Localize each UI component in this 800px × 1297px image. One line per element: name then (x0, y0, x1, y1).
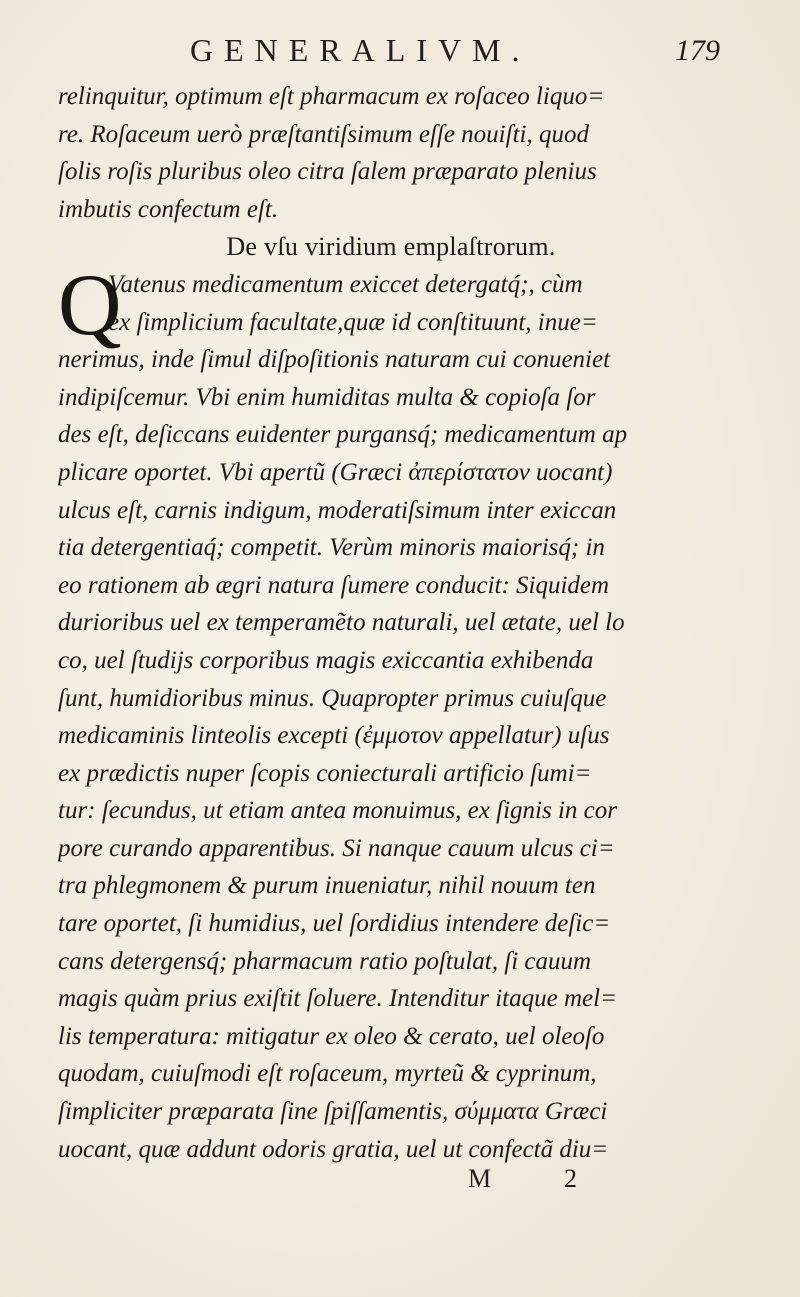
text-line: magis quàm prius exiſtit ſoluere. Intenditur itaque mel= (58, 985, 617, 1013)
text-line: durioribus uel ex temperamẽto naturali, uel ætate, uel lo (58, 609, 625, 637)
text-line: cans detergensq́; pharmacum ratio poſtulat, ſi cauum (58, 947, 592, 975)
text-line: lis temperatura: mitigatur ex oleo & cerato, uel oleoſo (58, 1022, 605, 1050)
text-line: ſunt, humidioribus minus. Quapropter primus cuiuſque (58, 684, 607, 712)
text-line: ex ſimplicium facultate,quæ id conſtituunt, inue= (108, 308, 598, 336)
text-line: uocant, quæ addunt odoris gratia, uel ut confectã diu= (58, 1135, 609, 1163)
text-line: ſolis roſis pluribus oleo citra ſalem præparato plenius (58, 158, 597, 186)
section-heading: De vſu viridium emplaſtrorum. (226, 232, 556, 262)
text-line: imbutis confectum eſt. (58, 195, 279, 223)
text-line: nerimus, inde ſimul diſpoſitionis naturam cui conueniet (58, 346, 611, 374)
text-line: relinquitur, optimum eſt pharmacum ex roſaceo liquo= (58, 83, 605, 110)
text-line: ex prædictis nuper ſcopis coniecturali artificio ſumi= (58, 759, 592, 787)
text-line: des eſt, deſiccans euidenter purgansq́; medicamentum ap (58, 421, 628, 449)
text-line: Vatenus medicamentum exiccet detergatq́;, cùm (108, 270, 583, 298)
text-line: tare oportet, ſi humidius, uel ſordidius intendere deſic= (58, 910, 611, 938)
text-line: tia detergentiaq́; competit. Verùm minoris maiorisq́; in (58, 534, 605, 562)
running-head: GENERALIVM. (190, 32, 531, 68)
page-number: 179 (675, 34, 720, 67)
drop-cap: Q (58, 257, 122, 354)
text-line: indipiſcemur. Vbi enim humiditas multa & copioſa ſor (58, 383, 596, 411)
text-line: medicaminis linteolis excepti (ἐμμοτον appellatur) uſus (58, 722, 610, 750)
text-line: eo rationem ab ægri natura ſumere conducit: Siquidem (58, 571, 610, 599)
signature-number: 2 (564, 1164, 577, 1193)
text-line: quodam, cuiuſmodi eſt roſaceum, myrteũ & cyprinum, (58, 1060, 597, 1088)
text-line: pore curando apparentibus. Si nanque cauum ulcus ci= (58, 834, 615, 862)
text-line: ſimpliciter præparata ſine ſpiſſamentis, σύμματα Græci (58, 1098, 608, 1126)
text-line: ulcus eſt, carnis indigum, moderatiſsimum inter exiccan (58, 496, 617, 524)
text-line: tur: ſecundus, ut etiam antea monuimus, ex ſignis in cor (58, 797, 617, 825)
body-text (58, 78, 734, 1168)
text-line: tra phlegmonem & purum inueniatur, nihil nouum ten (58, 872, 596, 900)
text-line: re. Roſaceum uerò præſtantiſsimum eſſe nouiſti, quod (58, 120, 589, 148)
page-header (150, 32, 720, 72)
signature-letter: M (468, 1164, 492, 1193)
text-line: plicare oportet. Vbi apertũ (Græci ἀπερίστατον uocant) (58, 458, 613, 486)
text-line: co, uel ſtudijs corporibus magis exiccantia exhibenda (58, 646, 594, 674)
signature-mark (0, 1164, 800, 1204)
